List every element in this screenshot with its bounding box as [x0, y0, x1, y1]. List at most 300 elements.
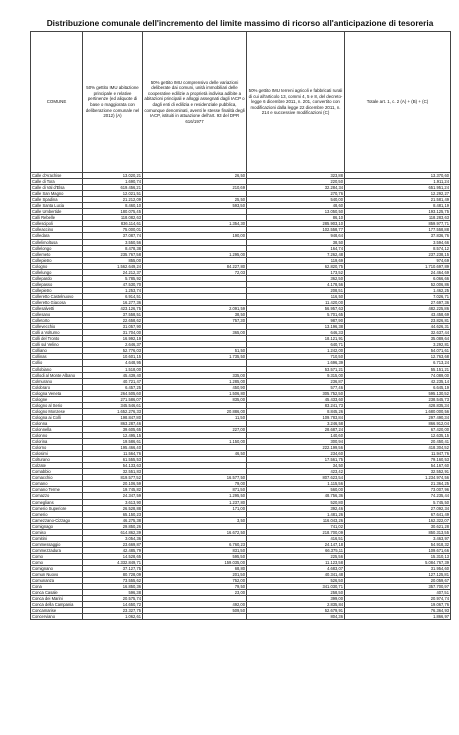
value-c-cell: 119,69 [247, 257, 345, 263]
value-c-cell: 13.196,38 [247, 324, 345, 330]
value-a-cell: 195.466,40 [83, 445, 143, 451]
value-a-cell: 54.133,63 [83, 463, 143, 469]
value-a-cell: 13.020,21 [83, 173, 143, 179]
value-c-cell: 13.050,50 [247, 209, 345, 215]
value-b-cell: 11,50 [143, 414, 247, 420]
value-a-cell: 1.518,00 [83, 366, 143, 372]
total-cell: 73.007,96 [345, 487, 451, 493]
total-cell: 850.313,55 [345, 529, 451, 535]
comune-cell: Cologno al Serio [31, 402, 83, 408]
value-c-cell: 24.147,18 [247, 541, 345, 547]
total-cell: 32.637,44 [345, 330, 451, 336]
comune-cell: Commessaggio [31, 541, 83, 547]
value-c-cell: 164,74 [247, 245, 345, 251]
total-cell: 3.292,81 [345, 342, 451, 348]
total-cell: 177.558,88 [345, 227, 451, 233]
comune-cell: Colosimi [31, 451, 83, 457]
value-c-cell: 109.783,84 [247, 414, 345, 420]
value-c-cell: 56.957,63 [247, 306, 345, 312]
comune-cell: Calle San Magno [31, 191, 83, 197]
value-a-cell: 3.054,36 [83, 535, 143, 541]
value-b-cell: 365,00 [143, 330, 247, 336]
total-cell: 76.364,93 [345, 608, 451, 614]
value-a-cell: 423.126,75 [83, 306, 143, 312]
value-b-cell: 38,50 [143, 312, 247, 318]
value-b-cell: 20.886,00 [143, 408, 247, 414]
value-a-cell: 19.586,61 [83, 439, 143, 445]
total-cell: 74.089,00 [345, 372, 451, 378]
table-header-row [31, 32, 451, 173]
total-cell: 1.911,24 [345, 179, 451, 185]
value-a-cell: 8.460,10 [83, 203, 143, 209]
value-b-cell: 871,50 [143, 487, 247, 493]
value-c-cell: 948,64 [247, 233, 345, 239]
value-b-cell [143, 614, 247, 620]
value-a-cell: 2.646,37 [83, 342, 143, 348]
comune-cell: Colobraro [31, 384, 83, 390]
total-cell: 23.826,81 [345, 318, 451, 324]
total-cell: 54.071,61 [345, 348, 451, 354]
value-c-cell: 520,80 [247, 499, 345, 505]
total-cell: 54.167,60 [345, 463, 451, 469]
comune-cell: Concamarise [31, 608, 83, 614]
value-c-cell: 341.030,71 [247, 584, 345, 590]
value-c-cell: 66.375,11 [247, 547, 345, 553]
value-a-cell: 32.551,83 [83, 469, 143, 475]
comune-cell: Colledara [31, 233, 83, 239]
total-cell: 651.951,24 [345, 185, 451, 191]
value-c-cell: 218.700,09 [247, 529, 345, 535]
comune-cell: Colli a Volturno [31, 330, 83, 336]
value-b-cell: 16.577,50 [143, 475, 247, 481]
total-cell: 3.463,97 [345, 535, 451, 541]
value-a-cell: 19.745,82 [83, 487, 143, 493]
value-b-cell: 201,50 [143, 572, 247, 578]
value-a-cell: 8.478,38 [83, 245, 143, 251]
comune-cell: Collobiano [31, 366, 83, 372]
value-c-cell: 3.246,58 [247, 420, 345, 426]
value-a-cell: 16.277,36 [83, 299, 143, 305]
comune-cell: Collesano [31, 312, 83, 318]
total-cell: 1.710.697,89 [345, 263, 451, 269]
value-a-cell: 264.505,60 [83, 390, 143, 396]
total-cell: 32.552,91 [345, 469, 451, 475]
value-c-cell: 45.433,60 [247, 396, 345, 402]
comune-cell: Cona [31, 584, 83, 590]
value-c-cell: 9.315,00 [247, 372, 345, 378]
total-cell: 7.026,71 [345, 293, 451, 299]
value-c-cell: 28.687,24 [247, 426, 345, 432]
comune-cell: Collevecchio [31, 324, 83, 330]
value-a-cell: 40.721,47 [83, 378, 143, 384]
table-body [31, 173, 451, 620]
value-b-cell: 335,00 [143, 372, 247, 378]
value-a-cell: 47.530,70 [83, 281, 143, 287]
value-a-cell: 1.652.276,33 [83, 408, 143, 414]
total-cell: 30.621,28 [345, 523, 451, 529]
comune-cell: Como [31, 560, 83, 566]
comune-cell: Collemeto [31, 251, 83, 257]
total-cell: 13.370,60 [345, 173, 451, 179]
value-a-cell: 1.690,74 [83, 179, 143, 185]
value-b-cell: 450,90 [143, 384, 247, 390]
comune-cell: Collinas [31, 354, 83, 360]
total-cell: 109.671,66 [345, 547, 451, 553]
value-c-cell: 270,76 [247, 191, 345, 197]
value-a-cell: 31.704,00 [83, 330, 143, 336]
comune-cell: Calle di Tora [31, 179, 83, 185]
value-a-cell: 20.106,59 [83, 481, 143, 487]
comune-cell: Collelungo [31, 269, 83, 275]
total-cell: 67.420,00 [345, 426, 451, 432]
value-c-cell: 220,50 [247, 179, 345, 185]
total-cell: 237.238,15 [345, 251, 451, 257]
value-c-cell: 285.903,10 [247, 221, 345, 227]
total-cell: 35.089,64 [345, 336, 451, 342]
total-cell: 27.697,36 [345, 299, 451, 305]
comune-cell: Colonno [31, 433, 83, 439]
value-a-cell: 11.564,76 [83, 451, 143, 457]
total-cell: 55.151,21 [345, 366, 451, 372]
total-cell: 5.745,50 [345, 499, 451, 505]
value-c-cell: 399,00 [247, 596, 345, 602]
value-c-cell: 987,90 [247, 318, 345, 324]
comune-cell: Colonna [31, 420, 83, 426]
header-total: Totale art. 1, c. 2 (A) + (B) + (C) [345, 32, 451, 173]
total-cell: 12.763,68 [345, 354, 451, 360]
value-b-cell: 3,50 [143, 517, 247, 523]
comune-cell: Commezzadura [31, 547, 83, 553]
value-a-cell: 73.555,62 [83, 578, 143, 584]
value-c-cell: 392,46 [247, 505, 345, 511]
value-a-cell: 180.075,45 [83, 209, 143, 215]
total-cell: 24.464,69 [345, 269, 451, 275]
value-c-cell: 86,10 [247, 215, 345, 221]
total-cell: 162.322,07 [345, 517, 451, 523]
value-c-cell: 7.262,48 [247, 251, 345, 257]
value-c-cell: 62.820,75 [247, 263, 345, 269]
value-c-cell: 173,52 [247, 269, 345, 275]
comune-cell: Collodi al Monte Albano [31, 372, 83, 378]
value-a-cell: 37.127,75 [83, 566, 143, 572]
header-column-c: 50% gettito IMU terreni agricoli e fabbricati rurali di cui all'articolo 13, commi 4, 5 e 8, del decreto-legge 6 dicembre 2011, n. 201, convertito con modificazioni dalla legge 22 dicembre 2011, n. 214 e successive modificazioni (C) [247, 32, 345, 173]
comune-cell: Calle Spadina [31, 197, 83, 203]
value-c-cell: 300,94 [247, 439, 345, 445]
comune-cell: Comunanza [31, 578, 83, 584]
comune-cell: Conca Casale [31, 590, 83, 596]
comune-cell: Cologna Veneta [31, 390, 83, 396]
value-b-cell: 752,00 [143, 578, 247, 584]
value-c-cell: 560,00 [247, 487, 345, 493]
total-cell: 482.225,86 [345, 306, 451, 312]
total-cell: 11.947,76 [345, 451, 451, 457]
value-c-cell: 17.561,75 [247, 457, 345, 463]
value-a-cell: 3.550,56 [83, 239, 143, 245]
value-a-cell: 26.528,88 [83, 505, 143, 511]
total-cell: 1.462,25 [345, 287, 451, 293]
total-cell: 428.835,34 [345, 402, 451, 408]
value-a-cell: 6.457,25 [83, 384, 143, 390]
comune-cell: Concerviano [31, 614, 83, 620]
total-cell: 6.713,24 [345, 360, 451, 366]
value-c-cell: 32.284,34 [247, 185, 345, 191]
value-a-cell: 1.253,74 [83, 287, 143, 293]
value-b-cell: 1.295,50 [143, 493, 247, 499]
value-c-cell: 234,60 [247, 451, 345, 457]
comune-cell: Colleretto Castelnuovo [31, 293, 83, 299]
comune-cell: Colleaccino [31, 227, 83, 233]
value-c-cell: 116.043,26 [247, 517, 345, 523]
total-cell: 1.680.000,56 [345, 408, 451, 414]
value-b-cell: 26,50 [143, 173, 247, 179]
comune-cell: Comacchio [31, 475, 83, 481]
total-cell: 42.235,14 [345, 378, 451, 384]
value-c-cell: 640,71 [247, 342, 345, 348]
value-c-cell: 225,56 [247, 553, 345, 559]
total-cell: 118.283,63 [345, 215, 451, 221]
value-a-cell: 614.862,39 [83, 529, 143, 535]
total-cell: 8.481,19 [345, 203, 451, 209]
total-cell: 297.490,34 [345, 414, 451, 420]
value-c-cell: 540,00 [247, 197, 345, 203]
comune-cell: Comerio Superiore [31, 505, 83, 511]
value-b-cell: 51,50 [143, 348, 247, 354]
comune-cell: Comabbio [31, 469, 83, 475]
value-c-cell: 48.756,36 [247, 493, 345, 499]
value-a-cell: 4.332.849,71 [83, 560, 143, 566]
total-cell: 859.977,71 [345, 221, 451, 227]
comune-cell: Cologna ai Colli [31, 414, 83, 420]
value-b-cell: 79,00 [143, 481, 247, 487]
comune-cell: Collepietro [31, 287, 83, 293]
total-cell: 31.954,60 [345, 566, 451, 572]
comune-cell: Comiso [31, 529, 83, 535]
value-c-cell: 577,46 [247, 384, 345, 390]
value-c-cell: 1.242,00 [247, 348, 345, 354]
value-b-cell: 46,50 [143, 451, 247, 457]
comune-cell: Calle di Val d'Elsa [31, 185, 83, 191]
comune-cell: Cologne [31, 396, 83, 402]
value-b-cell: 831,50 [143, 547, 247, 553]
comune-cell: Calli Rebelle [31, 215, 83, 221]
value-b-cell: 1.506,80 [143, 390, 247, 396]
distribution-table [30, 31, 451, 620]
value-c-cell: 423,42 [247, 469, 345, 475]
total-cell: 67.641,49 [345, 511, 451, 517]
value-c-cell: 53.571,21 [247, 366, 345, 372]
comune-cell: Collio [31, 360, 83, 366]
value-b-cell: 227,00 [143, 426, 247, 432]
value-c-cell: 258,50 [247, 590, 345, 596]
comune-cell: Camezzano-Cizzago [31, 517, 83, 523]
comune-cell: Collepasso [31, 281, 83, 287]
value-b-cell: 1.285,00 [143, 378, 247, 384]
total-cell: 193.125,75 [345, 209, 451, 215]
value-a-cell: 37.087,74 [83, 233, 143, 239]
value-c-cell: 11.123,58 [247, 560, 345, 566]
value-a-cell: 23.327,75 [83, 608, 143, 614]
total-cell: 6.066,66 [345, 275, 451, 281]
comune-cell: Como [31, 553, 83, 559]
value-a-cell: 20.575,74 [83, 596, 143, 602]
total-cell: 595.130,52 [345, 390, 451, 396]
value-a-cell: 75.000,01 [83, 227, 143, 233]
total-cell: 974,69 [345, 257, 451, 263]
value-b-cell: 835,00 [143, 396, 247, 402]
value-a-cell: 23.669,87 [83, 541, 143, 547]
value-b-cell: 595,50 [143, 553, 247, 559]
total-cell: 15.310,13 [345, 553, 451, 559]
value-a-cell: 16.850,36 [83, 584, 143, 590]
value-a-cell: 271.586,07 [83, 396, 143, 402]
comune-cell: Comitini [31, 535, 83, 541]
total-cell: 1.866,97 [345, 614, 451, 620]
value-c-cell: 102.558,77 [247, 227, 345, 233]
comune-cell: Calle d'Arachise [31, 173, 83, 179]
total-cell: 407,51 [345, 590, 451, 596]
comune-cell: Comano [31, 481, 83, 487]
value-c-cell: 646,33 [247, 330, 345, 336]
value-c-cell: 807.623,54 [247, 475, 345, 481]
total-cell: 238.545,73 [345, 396, 451, 402]
value-b-cell: 1.735,50 [143, 354, 247, 360]
value-a-cell: 596,38 [83, 590, 143, 596]
value-c-cell: 40.341,48 [247, 572, 345, 578]
total-cell: 52.006,86 [345, 281, 451, 287]
value-b-cell: 190,00 [143, 233, 247, 239]
value-b-cell: 25,50 [143, 197, 247, 203]
document-title: Distribuzione comunale dell'incremento del limite massimo di ricorso all'anticipazione di tesoreria [46, 18, 434, 28]
comune-cell: Colzate [31, 463, 83, 469]
value-a-cell: 3.613,90 [83, 499, 143, 505]
value-b-cell: 509,50 [143, 608, 247, 614]
value-b-cell: 210,69 [143, 185, 247, 191]
total-cell: 12.292,27 [345, 191, 451, 197]
value-b-cell: 68,80 [143, 566, 247, 572]
value-a-cell: 65.150,23 [83, 511, 143, 517]
value-c-cell: 34,50 [247, 463, 345, 469]
comune-cell: Collepietro [31, 257, 83, 263]
comune-cell: Colletorto [31, 318, 83, 324]
value-a-cell: 46.275,38 [83, 517, 143, 523]
value-a-cell: 198.847,80 [83, 414, 143, 420]
value-c-cell: 140,60 [247, 433, 345, 439]
value-a-cell: 24.347,59 [83, 493, 143, 499]
value-c-cell: 323,88 [247, 173, 345, 179]
value-b-cell: 593,50 [143, 203, 247, 209]
value-c-cell: 416,51 [247, 535, 345, 541]
comune-cell: Comeglians [31, 499, 83, 505]
value-c-cell: 116,50 [247, 293, 345, 299]
value-b-cell: 757,30 [143, 318, 247, 324]
value-a-cell: 118.082,63 [83, 215, 143, 221]
comune-cell: Comun Nuovo [31, 572, 83, 578]
value-a-cell: 12.495,15 [83, 433, 143, 439]
header-column-a: 50% gettito IMU abitazione principale e relative pertinenze (ed aliquote di base o maggiorata con deliberazione comunale nel 2012) (A) [83, 32, 143, 173]
header-comune: COMUNE [31, 32, 83, 173]
value-b-cell: 72,03 [143, 269, 247, 275]
comune-cell: Collesalvetti [31, 306, 83, 312]
total-cell: 19.067,76 [345, 602, 451, 608]
value-c-cell: 2.835,84 [247, 602, 345, 608]
value-b-cell: 492,00 [143, 602, 247, 608]
total-cell: 21.364,25 [345, 481, 451, 487]
value-a-cell: 52.776,03 [83, 348, 143, 354]
value-c-cell: 362,50 [247, 275, 345, 281]
value-c-cell: 52.679,91 [247, 608, 345, 614]
comune-cell: Colleretto Giacosa [31, 299, 83, 305]
value-c-cell: 11.420,00 [247, 299, 345, 305]
total-cell: 20.059,67 [345, 578, 451, 584]
value-c-cell: 526,50 [247, 578, 345, 584]
value-a-cell: 29.850,26 [83, 523, 143, 529]
comune-cell: Calle Umbertide [31, 209, 83, 215]
value-c-cell: 222.199,56 [247, 445, 345, 451]
value-a-cell: 39.605,65 [83, 426, 143, 432]
value-c-cell: 18.121,91 [247, 336, 345, 342]
value-b-cell: 1.237,80 [143, 499, 247, 505]
total-cell: 418.304,52 [345, 445, 451, 451]
value-a-cell: 14.528,65 [83, 553, 143, 559]
total-cell: 43.458,69 [345, 312, 451, 318]
value-a-cell: 1.062,61 [83, 614, 143, 620]
comune-cell: Colorina [31, 439, 83, 445]
value-a-cell: 5.785,92 [83, 275, 143, 281]
comune-cell: Colonnella [31, 426, 83, 432]
total-cell: 20.450,41 [345, 439, 451, 445]
value-b-cell: 16.672,50 [143, 529, 247, 535]
comune-cell: Colliano [31, 348, 83, 354]
total-cell: 127.125,81 [345, 572, 451, 578]
comune-cell: Cologno [31, 263, 83, 269]
value-b-cell: 79,50 [143, 584, 247, 590]
total-cell: 27.092,34 [345, 505, 451, 511]
comune-cell: Cologno Monzese [31, 408, 83, 414]
value-c-cell: 83.241,73 [247, 402, 345, 408]
value-c-cell: 5.701,65 [247, 312, 345, 318]
comune-cell: Conca della Campania [31, 602, 83, 608]
value-b-cell: 1.150,00 [143, 439, 247, 445]
total-cell: 79.160,53 [345, 457, 451, 463]
value-a-cell: 235.767,58 [83, 251, 143, 257]
total-cell: 3.594,66 [345, 239, 451, 245]
value-c-cell: 305.752,50 [247, 390, 345, 396]
value-a-cell: 6.914,51 [83, 293, 143, 299]
comune-cell: Comazzo [31, 493, 83, 499]
value-a-cell: 1.562.649,24 [83, 263, 143, 269]
total-cell: 20.974,74 [345, 596, 451, 602]
total-cell: 5.084.767,39 [345, 560, 451, 566]
value-a-cell: 836.114,61 [83, 221, 143, 227]
total-cell: 74.235,44 [345, 493, 451, 499]
value-c-cell: 48,60 [247, 203, 345, 209]
comune-cell: Colorno [31, 445, 83, 451]
value-b-cell: 2.091,59 [143, 306, 247, 312]
value-a-cell: 42.485,79 [83, 547, 143, 553]
value-c-cell: 4.178,56 [247, 281, 345, 287]
value-b-cell: 1.354,30 [143, 221, 247, 227]
value-a-cell: 345.546,61 [83, 402, 143, 408]
comune-cell: Colmurano [31, 378, 83, 384]
value-a-cell: 21.212,09 [83, 197, 143, 203]
value-c-cell: 1.696,39 [247, 360, 345, 366]
total-cell: 1.234.974,56 [345, 475, 451, 481]
value-a-cell: 80.728,09 [83, 572, 143, 578]
value-b-cell: 6.760,23 [143, 541, 247, 547]
total-cell: 12.635,15 [345, 433, 451, 439]
comune-cell: Calle Santa Lucia [31, 203, 83, 209]
total-cell: 8.574,12 [345, 245, 451, 251]
